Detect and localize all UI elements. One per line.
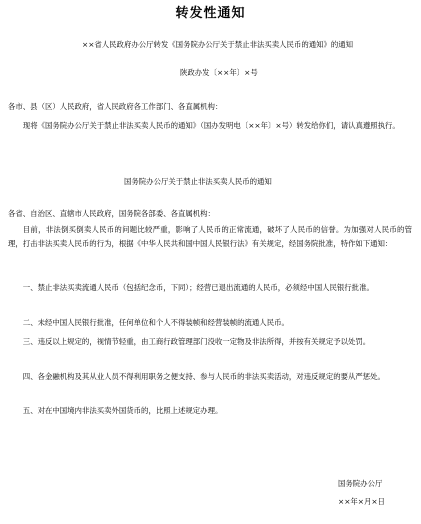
notice-item-3: 三、违反以上规定的，视情节轻重，由工商行政管理部门没收一定物及非法所得，并按有关规定予以处罚。 xyxy=(22,337,371,346)
notice-item-2: 二、未经中国人民银行批准，任何单位和个人不得装帧和经营装帧的流通人民币。 xyxy=(22,318,289,327)
notice-item-1: 一、禁止非法买卖流通人民币（包括纪念币，下同）；经营已退出流通的人民币，必须经中国人民银行批准。 xyxy=(22,283,374,292)
inner-notice-title: 国务院办公厅关于禁止非法买卖人民币的通知 xyxy=(124,177,272,186)
forward-body: 现将《国务院办公厅关于禁止非法买卖人民币的通知》（国办发明电〔××年〕×号）转发给你们，请认真遵照执行。 xyxy=(22,121,400,130)
header-line: ××省人民政府办公厅转发《国务院办公厅关于禁止非法买卖人民币的通知》的通知 xyxy=(82,40,354,49)
signature: 国务院办公厅 xyxy=(338,479,383,488)
salutation-provincial: 各市、县（区）人民政府，省人民政府各工作部门、各直属机构： xyxy=(8,102,223,111)
doc-number: 陕政办发〔××年〕×号 xyxy=(180,68,258,77)
document-title: 转发性通知 xyxy=(175,6,246,21)
notice-item-4: 四、各金融机构及其从业人员不得利用职务之便支持、参与人民币的非法买卖活动，对违反规定的要从严惩处。 xyxy=(22,372,385,381)
notice-item-5: 五、对在中国境内非法买卖外国货币的，比照上述规定办理。 xyxy=(22,406,223,415)
notice-body: 目前，非法倒买倒卖人民币的问题比较严重，影响了人民币的正常流通，破坏了人民币的信誉。为加强对人民币的管理，打击非法买卖人民币的行为，根据《中华人民共和国中国人民银行法》有关规定，经国务院批准，特作如下通知： xyxy=(8,225,412,248)
salutation-state-council: 各省、自治区、直辖市人民政府，国务院各部委、各直属机构： xyxy=(8,209,215,218)
signing-date: ××年×月×日 xyxy=(338,497,385,506)
